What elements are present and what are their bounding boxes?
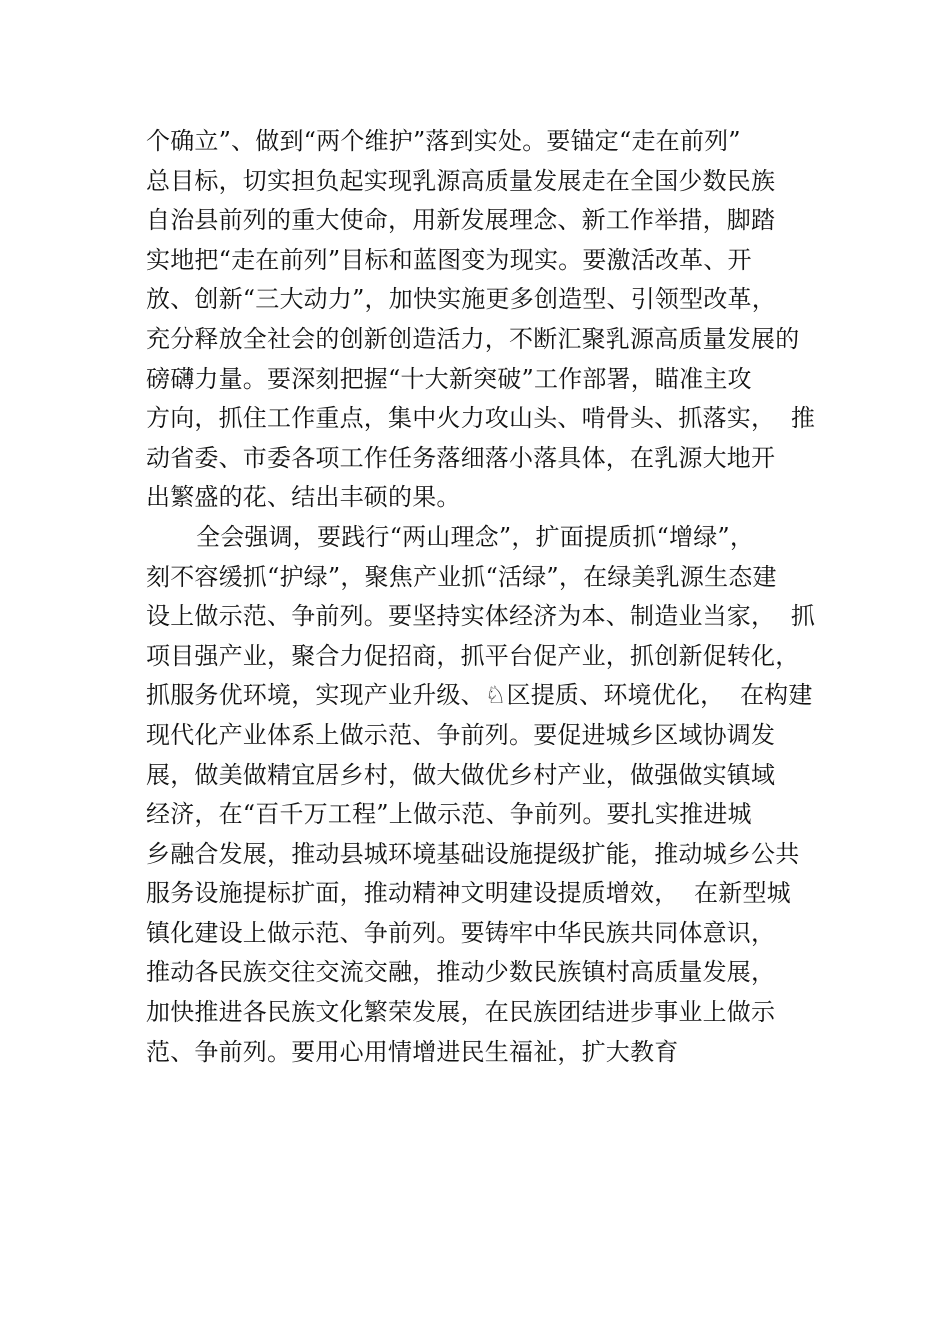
paragraph-1 [146,122,826,518]
text-line: 磅礴力量。要深刻把握“十大新突破”工作部署，瞄准主攻 [146,364,752,393]
text-line: 自治县前列的重大使命，用新发展理念、新工作举措，脚踏 [146,206,776,235]
text-line: 充分释放全社会的创新创造活力，不断汇聚乳源高质量发展的 [146,324,800,353]
text-line: 范、争前列。要用心用情增进民生福祉，扩大教育 [146,1037,679,1066]
text-line: 动省委、市委各项工作任务落细落小落具体，在乳源大地开 [146,443,776,472]
text-line: 总目标，切实担负起实现乳源高质量发展走在全国少数民族 [146,166,776,195]
text-line: 设上做示范、争前列。要坚持实体经济为本、制造业当家， 抓 [146,602,816,631]
text-line: 项目强产业，聚合力促招商，抓平台促产业，抓创新促转化， [146,641,800,670]
paragraph-2 [146,518,826,1072]
text-line: 展，做美做精宜居乡村，做大做优乡村产业，做强做实镇域 [146,760,776,789]
text-line: 乡融合发展，推动县城环境基础设施提级扩能，推动城乡公共 [146,839,800,868]
text-line: 方向，抓住工作重点，集中火力攻山头、啃骨头、抓落实， 推 [146,404,816,433]
text-line: 经济，在“百千万工程”上做示范、争前列。要扎实推进城 [146,800,752,829]
text-line: 实地把“走在前列”目标和蓝图变为现实。要激活改革、开 [146,245,752,274]
text-line: 服务设施提标扩面，推动精神文明建设提质增效， 在新型城 [146,879,791,908]
text-line: 加快推进各民族文化繁荣发展，在民族团结进步事业上做示 [146,998,776,1027]
text-line: 现代化产业体系上做示范、争前列。要促进城乡区域协调发 [146,720,776,749]
text-line: 刻不容缓抓“护绿”，聚焦产业抓“活绿”，在绿美乳源生态建 [146,562,777,591]
document-body [146,122,826,1072]
text-line: 出繁盛的花、结出丰硕的果。 [146,483,461,512]
text-line: 推动各民族交往交流交融，推动少数民族镇村高质量发展， [146,958,776,987]
text-line: 抓服务优环境，实现产业升级、♘区提质、环境优化， 在构建 [146,681,813,710]
text-line: 全会强调，要践行“两山理念”，扩面提质抓“增绿”， [196,522,755,551]
text-line: 放、创新“三大动力”，加快实施更多创造型、引领型改革， [146,285,776,314]
text-line: 镇化建设上做示范、争前列。要铸牢中华民族共同体意识， [146,918,776,947]
text-line: 个确立”、做到“两个维护”落到实处。要锚定“走在前列” [146,127,741,155]
